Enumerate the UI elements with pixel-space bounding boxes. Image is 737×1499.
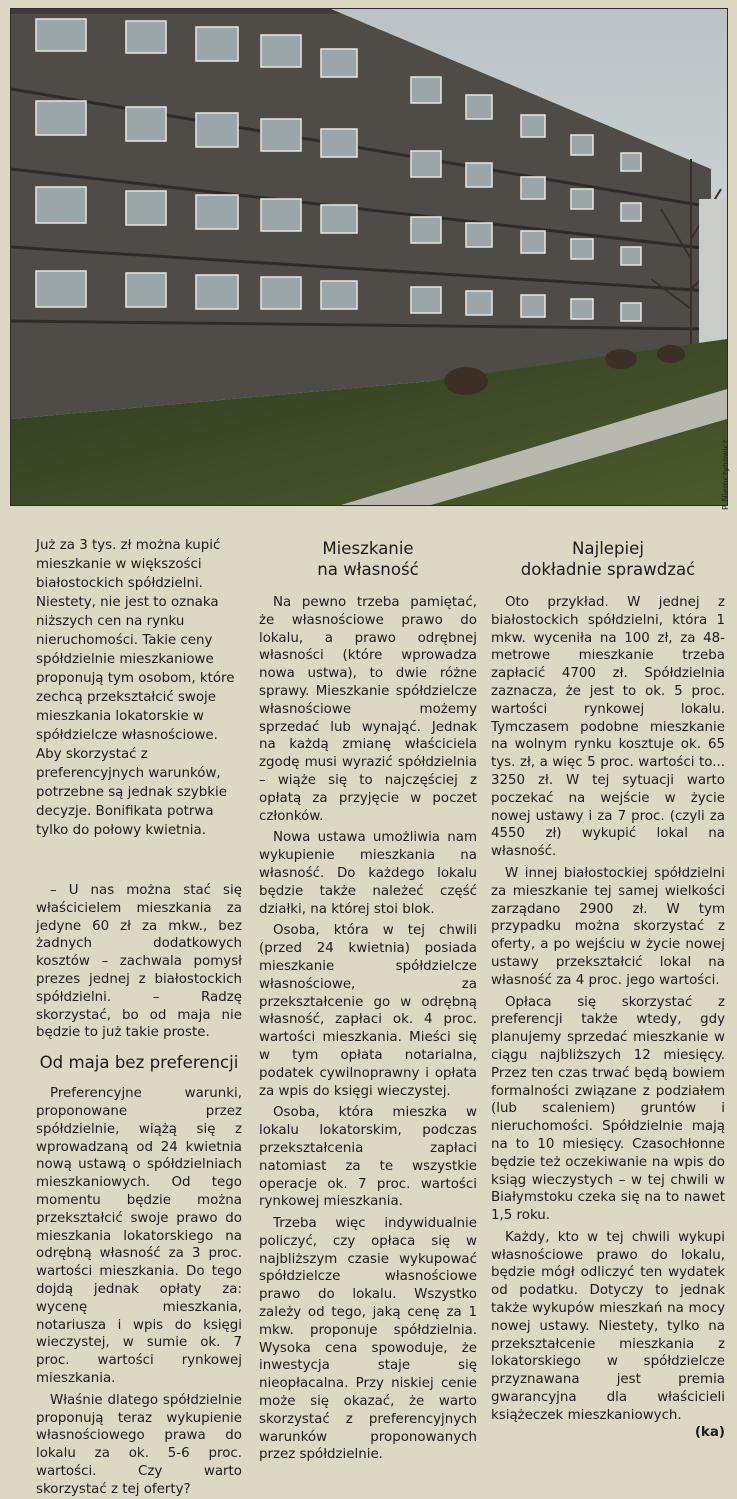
subheading-line: na własność: [317, 560, 419, 579]
paragraph: Oto przykład. W jednej z białostockich spółdzielni, która 1 mkw. wyceniła na 100 zł, za 48-metrowe mieszkanie trzeba zapłacić 4700 zł. Spółdzielnia zaznacza, że jest to ok. 5 proc. wartości rynkowej lokalu. Tymczasem podobne mieszkanie na wolnym rynku kosztuje ok. 65 tys. zł, a więc 5 proc. wartości to... 3250 zł. W tej sytuacji warto poczekać na wejście w życie nowej ustawy i za 7 proc. (czyli za 4550 zł) wykupić lokal na własność.: [491, 595, 725, 860]
subheading-line: Najlepiej: [572, 539, 644, 558]
column-1: [36, 536, 242, 1499]
paragraph: Na pewno trzeba pamiętać, że własnościowe prawo do lokalu, a prawo odrębnej własności (które wprowadza nowa ustwa), to dwie różne sprawy. Mieszkanie spółdzielcze własnościowe możemy sprzedać lub wynająć. Jednak na każdą zmianę właściciela zgodę musi wyrazić spółdzielnia – wiąże się to najczęściej z opłatą za przyjęcie w poczet członków.: [259, 595, 477, 824]
paragraph: Nowa ustawa umożliwia nam wykupienie mieszkania na własność. Do każdego lokalu będzie także należeć część działki, na której stoi blok.: [259, 830, 477, 917]
column-2: [259, 538, 477, 1464]
article-photo: [10, 8, 728, 506]
paragraph: Osoba, która w tej chwili (przed 24 kwietnia) posiada mieszkanie spółdzielcze własnościowe, za przekształcenie go w odrębną własność, zapłaci ok. 4 proc. wartości mieszkania. Mieści się w tym opłata notarialna, podatek cywilnoprawny i opłata za wpis do księgi wieczystej.: [259, 923, 477, 1099]
paragraph: W innej białostockiej spółdzielni za mieszkanie tej samej wielkości zarządano 2900 zł. W tym przypadku można skorzystać z oferty, a po wejściu w życie nowej ustawy przekształcić lokal na własność za 4 proc. jego wartości.: [491, 865, 725, 988]
author-signature: (ka): [694, 1424, 725, 1440]
subheading: [259, 538, 477, 580]
column-3: [491, 538, 725, 1441]
paragraph: Trzeba więc indywidualnie policzyć, czy opłaca się w najbliższym czasie wykupować spółdzielcze własnościowe prawo do lokalu. Wszystko zależy od tego, jaką cenę za 1 mkw. proponuje spółdzielnia. Wysoka cena spowoduje, że inwestycja staje się nieopłacalna. Przy niskiej cenie może się okazać, że warto skorzystać z preferencyjnych warunków proponowanych przez spółdzielnie.: [259, 1216, 477, 1463]
paragraph: Każdy, kto w tej chwili wykupi własnościowe prawo do lokalu, będzie mógł odliczyć ten wydatek od podatku. Dotyczy to jednak także wykupów mieszkań na mocy nowej ustawy. Niestety, tylko na przekształcenie mieszkania z lokatorskiego w spółdzielcze przyznawana jest premia gwarancyjna dla właścicieli książeczek mieszkaniowych.: [491, 1229, 725, 1423]
paragraph: – U nas można stać się właścicielem mieszkania za jedyne 60 zł za mkw., bez żadnych dodatkowych kosztów – zachwala pomysł prezes jednej z białostockich spółdzielni. – Radzę skorzystać, bo od maja nie będzie to już takie proste.: [36, 883, 242, 1041]
photo-credit: P. Niemczynowicz: [721, 439, 730, 510]
subheading-line: Mieszkanie: [322, 539, 414, 558]
subheading: [491, 538, 725, 580]
paragraph: Osoba, która mieszka w lokalu lokatorskim, podczas przekształcenia zapłaci natomiast za te wszystkie operacje ok. 7 proc. wartości rynkowej mieszkania.: [259, 1105, 477, 1210]
subheading: Od maja bez preferencji: [39, 1053, 239, 1073]
apartment-block-image: [11, 9, 727, 505]
paragraph: Preferencyjne warunki, proponowane przez spółdzielnie, wiążą się z wprowadzaną od 24 kwietnia nową ustawą o spółdzielniach mieszkaniowych. Od tego momentu będzie można przekształcić swoje prawo do mieszkania lokatorskiego na odrębną własność za 3 proc. wartości mieszkania. Do tego dojdą jednak opłaty za: wycenę mieszkania, notariusza i wpis do księgi wieczystej, w sumie ok. 7 proc. wartości rynkowej mieszkania.: [36, 1086, 242, 1386]
subheading-line: dokładnie sprawdzać: [520, 560, 696, 579]
paragraph: Właśnie dlatego spółdzielnie proponują teraz wykupienie własnościowego prawa do lokalu za ok. 5-6 proc. wartości. Czy warto skorzystać z tej oferty?: [36, 1392, 242, 1497]
article-lead: Już za 3 tys. zł można kupić mieszkanie w większości białostockich spółdzielni. Niestety, nie jest to oznaka niższych cen na rynku nieruchomości. Takie ceny spółdzielnie mieszkaniowe proponują tym osobom, które zechcą przekształcić swoje mieszkania lokatorskie w spółdzielcze własnościowe. Aby skorzystać z preferencyjnych warunków, potrzebne są jednak szybkie decyzje. Bonifikata potrwa tylko do połowy kwietnia.: [36, 538, 235, 838]
paragraph: Opłaca się skorzystać z preferencji także wtedy, gdy planujemy sprzedać mieszkanie w ciągu najbliższych 12 miesięcy. Przez ten czas trwać będą bowiem formalności związane z podziałem (lub scaleniem) gruntów i nieruchomości. Spółdzielnie mają na to 10 miesięcy. Czasochłonne będzie też oczekiwanie na wpis do ksiąg wieczystych – w tej chwili w Białymstoku czeka się na to nawet 1,5 roku.: [491, 994, 725, 1224]
